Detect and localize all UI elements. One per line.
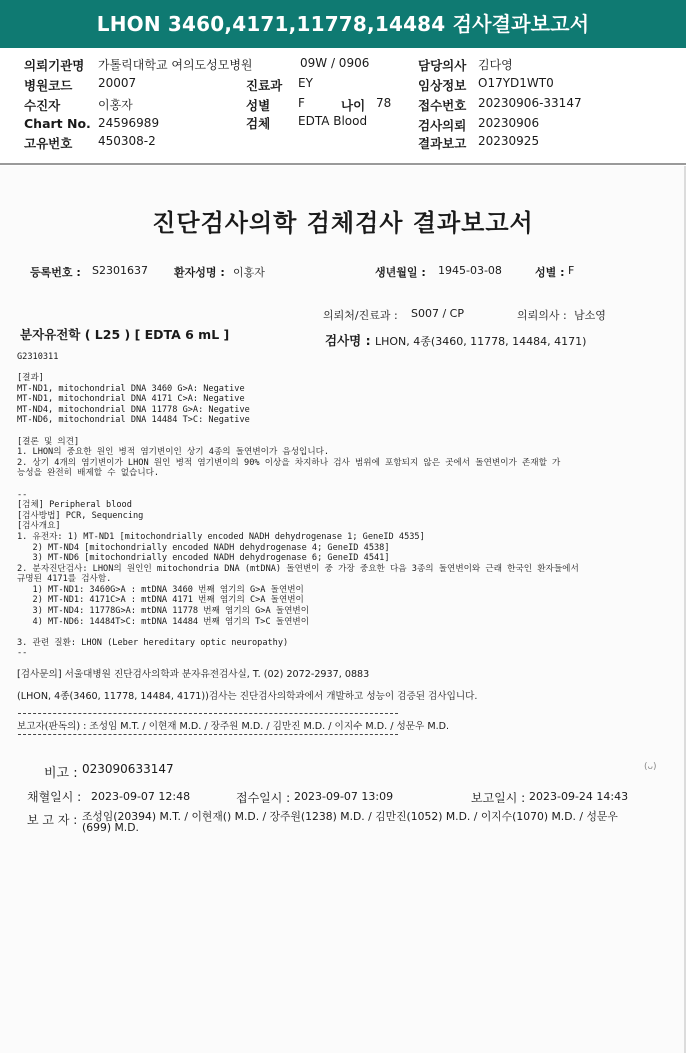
label-requesting-doctor: 의뢰의사 : xyxy=(517,309,567,322)
value-note: 023090633147 xyxy=(82,762,174,776)
reviewers-line: 보고자(판독의) : 조성임 M.T. / 이현재 M.D. / 장주원 M.D. / 김만진 M.D. / 이지수 M.D. / 성문우 M.D. xyxy=(17,721,450,732)
dashed-divider xyxy=(18,734,398,735)
body-line: [검체] Peripheral blood xyxy=(17,500,132,511)
label-institution: 의뢰기관명 xyxy=(24,58,85,73)
body-line: MT-ND6, mitochondrial DNA 14484 T>C: Negative xyxy=(17,415,250,426)
value-request-date: 20230906 xyxy=(478,116,540,130)
value-report-time: 2023-09-24 14:43 xyxy=(529,790,629,803)
body-line: [결과] xyxy=(17,373,44,383)
label-reg-no: 등록번호 : xyxy=(30,266,81,279)
label-department: 진료과 xyxy=(246,78,283,93)
value-sex: F xyxy=(298,96,305,110)
margin-mark: (ᴗ) xyxy=(644,762,657,772)
body-line: 2) MT-ND1: 4171C>A : mtDNA 4171 번째 염기의 C>A 돌연변이 xyxy=(17,595,304,606)
report-header-title: LHON 3460,4171,11778,14484 검사결과보고서 xyxy=(96,12,590,36)
label-test-name: 검사명 : xyxy=(325,333,371,348)
value-chart-no: 24596989 xyxy=(98,116,160,130)
value-unique-no: 450308-2 xyxy=(98,134,156,148)
label-report-time: 보고일시 : xyxy=(471,791,526,805)
value-collect-time: 2023-09-07 12:48 xyxy=(91,790,191,803)
label-patient-name: 환자성명 : xyxy=(174,266,225,279)
body-line: [검사방법] PCR, Sequencing xyxy=(17,510,144,521)
body-line xyxy=(17,627,677,638)
value-ward: 09W / 0906 xyxy=(300,56,370,70)
body-line: 2. 분자진단검사: LHON의 원인인 mitochondria DNA (mtDNA) 돌연변이 중 가장 중요한 다음 3종의 돌연변이와 근래 한국인 환자들에서 xyxy=(17,563,579,574)
report-title: 진단검사의학 검체검사 결과보고서 xyxy=(152,209,534,237)
value-clinical-info: O17YD1WT0 xyxy=(478,76,554,90)
body-line: 2. 상기 4개의 염기변이가 LHON 원인 병적 염기변이의 90% 이상을 차지하나 검사 범위에 포함되지 않은 곳에서 돌연변이가 존재할 가 xyxy=(17,457,561,468)
body-line: -- xyxy=(17,648,28,659)
value-test-name: LHON, 4종(3460, 11778, 14484, 4171) xyxy=(375,335,587,348)
value-report-sex: F xyxy=(568,264,575,277)
specimen-code: G2310311 xyxy=(17,352,59,362)
body-line: 1. 유전자: 1) MT-ND1 [mitochondrially encoded NADH dehydrogenase 1; GeneID 4535] xyxy=(17,531,425,542)
value-specimen: EDTA Blood xyxy=(298,114,368,128)
value-receive-time: 2023-09-07 13:09 xyxy=(294,790,394,803)
label-clinical-info: 임상정보 xyxy=(418,78,467,93)
section-title: 분자유전학 ( L25 ) [ EDTA 6 mL ] xyxy=(20,327,230,342)
value-reporter: 조성임(20394) M.T. / 이현재() M.D. / 장주원(1238) M.D. / 김만진(1052) M.D. / 이지수(1070) M.D. / 성문우 xyxy=(82,810,618,823)
report-header-bar xyxy=(0,0,686,48)
body-line: 규명된 4171를 검사함. xyxy=(17,574,112,585)
body-line: MT-ND1, mitochondrial DNA 4171 C>A: Negative xyxy=(17,394,245,405)
label-age: 나이 xyxy=(341,98,366,113)
label-note: 비고 : xyxy=(44,766,78,781)
value-hospital-code: 20007 xyxy=(98,76,137,90)
value-institution: 가톨릭대학교 여의도성모병원 xyxy=(98,58,253,72)
value-requester-dept: S007 / CP xyxy=(411,307,464,320)
inquiry-line: [검사문의] 서울대병원 진단검사의학과 분자유전검사실, T. (02) 2072-2937, 0883 xyxy=(17,669,370,680)
developed-note: (LHON, 4종(3460, 11778, 14484, 4171))검사는 진단검사의학과에서 개발하고 성능이 검증된 검사입니다. xyxy=(17,691,478,702)
value-receipt-no: 20230906-33147 xyxy=(478,96,582,110)
label-collect-time: 채혈일시 : xyxy=(27,790,82,804)
label-requester-dept: 의뢰처/진료과 : xyxy=(323,309,398,322)
value-patient-name: 이홍자 xyxy=(233,266,265,279)
value-requesting-doctor: 남소영 xyxy=(574,309,606,322)
label-dob: 생년월일 : xyxy=(375,266,426,279)
body-line: 3) MT-ND6 [mitochondrially encoded NADH dehydrogenase 6; GeneID 4541] xyxy=(17,553,390,564)
value-doctor: 김다영 xyxy=(478,58,513,72)
label-unique-no: 고유번호 xyxy=(24,136,73,151)
body-line: -- xyxy=(17,489,28,500)
body-line: 능성을 완전히 배제할 수 없습니다. xyxy=(17,468,160,479)
label-request-date: 검사의뢰 xyxy=(418,118,467,133)
value-age: 78 xyxy=(376,96,392,110)
body-line: 1. LHON의 중요한 원인 병적 염기변이인 상기 4종의 돌연변이가 음성입니다. xyxy=(17,447,330,458)
label-doctor: 담당의사 xyxy=(418,58,467,73)
body-line: 3. 관련 질환: LHON (Leber hereditary optic neuropathy) xyxy=(17,637,289,648)
body-line: 2) MT-ND4 [mitochondrially encoded NADH dehydrogenase 4; GeneID 4538] xyxy=(17,542,390,553)
label-report-sex: 성별 : xyxy=(535,266,565,279)
body-line: 3) MT-ND4: 11778G>A: mtDNA 11778 번째 염기의 G>A 돌연변이 xyxy=(17,606,310,617)
label-sex: 성별 xyxy=(246,98,271,113)
body-line: MT-ND1, mitochondrial DNA 3460 G>A: Negative xyxy=(17,383,245,394)
label-patient: 수진자 xyxy=(24,98,61,113)
body-line: 4) MT-ND6: 14484T>C: mtDNA 14484 번째 염기의 T>C 돌연변이 xyxy=(17,616,310,627)
value-reg-no: S2301637 xyxy=(92,264,148,277)
value-reporter-cont: (699) M.D. xyxy=(82,821,139,834)
label-receipt-no: 접수번호 xyxy=(418,98,467,113)
body-line xyxy=(17,479,677,490)
dashed-divider xyxy=(18,713,398,714)
body-line xyxy=(17,426,677,437)
value-patient: 이홍자 xyxy=(98,98,133,112)
body-line: 1) MT-ND1: 3460G>A : mtDNA 3460 번째 염기의 G>A 돌연변이 xyxy=(17,584,304,595)
body-line: MT-ND4, mitochondrial DNA 11778 G>A: Negative xyxy=(17,404,250,415)
label-receive-time: 접수일시 : xyxy=(236,791,291,805)
label-result-report: 결과보고 xyxy=(418,136,467,151)
label-specimen: 검체 xyxy=(246,116,271,131)
report-body xyxy=(17,373,677,659)
body-line: [결론 및 의견] xyxy=(17,436,80,447)
value-dob: 1945-03-08 xyxy=(438,264,502,277)
value-department: EY xyxy=(298,76,313,90)
label-chart-no: Chart No. xyxy=(24,116,91,131)
body-line: [검사개요] xyxy=(17,521,61,532)
label-hospital-code: 병원코드 xyxy=(24,78,73,93)
label-reporter: 보 고 자 : xyxy=(27,813,78,827)
value-result-report: 20230925 xyxy=(478,134,540,148)
header-divider xyxy=(0,163,686,165)
